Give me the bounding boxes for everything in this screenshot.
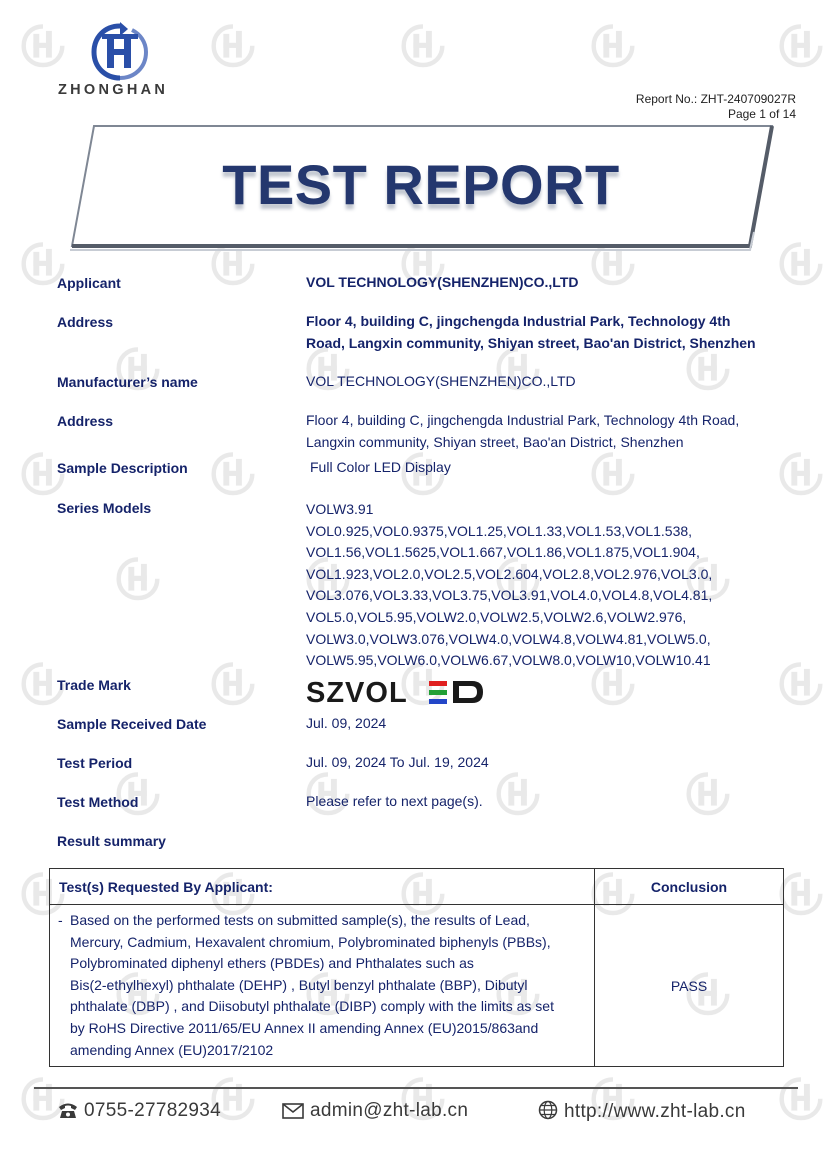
watermark-icon <box>590 450 636 496</box>
watermark-icon <box>685 770 731 816</box>
sample-description-value: Full Color LED Display <box>310 459 451 475</box>
phone-icon <box>58 1101 78 1119</box>
address-line: Langxin community, Shiyan street, Bao'an District, Shenzhen <box>306 433 684 450</box>
model-line: VOL1.923,VOL2.0,VOL2.5,VOL2.604,VOL2.8,VOL2.976,VOL3.0, <box>306 565 713 582</box>
watermark-icon <box>20 22 66 68</box>
footer-website[interactable] <box>538 1100 746 1123</box>
phone-number: 0755-27782934 <box>84 1100 222 1121</box>
test-description-line: amending Annex (EU)2017/2102 <box>70 1041 274 1058</box>
test-period-value: Jul. 09, 2024 To Jul. 19, 2024 <box>306 754 489 770</box>
trade-mark-label: Trade Mark <box>57 677 131 693</box>
watermark-icon <box>778 660 824 706</box>
sample-received-date-label: Sample Received Date <box>57 716 207 732</box>
watermark-icon <box>210 660 256 706</box>
model-line: VOL1.56,VOL1.5625,VOL1.667,VOL1.86,VOL1.875,VOL1.904, <box>306 544 700 561</box>
result-summary-table <box>49 868 784 1067</box>
sample-description-label: Sample Description <box>57 460 188 476</box>
series-models-value <box>306 499 712 672</box>
watermark-icon <box>778 1075 824 1121</box>
watermark-icon <box>778 870 824 916</box>
footer-email[interactable] <box>282 1100 468 1122</box>
test-description-line: by RoHS Directive 2011/65/EU Annex II amending Annex (EU)2015/863and <box>70 1019 539 1036</box>
test-description-line: Polybrominated diphenyl ethers (PBDEs) and Phthalates such as <box>70 955 474 972</box>
trademark-logo <box>306 677 486 707</box>
watermark-icon <box>778 22 824 68</box>
list-dash: - <box>58 912 63 928</box>
applicant-label: Applicant <box>57 275 121 291</box>
model-line: VOLW3.0,VOLW3.076,VOLW4.0,VOLW4.8,VOLW4.81,VOLW5.0, <box>306 630 711 647</box>
model-line: VOLW5.95,VOLW6.0,VOLW6.67,VOLW8.0,VOLW10,VOLW10.41 <box>306 652 711 669</box>
report-meta <box>636 92 796 122</box>
address-line: Floor 4, building C, jingchengda Industrial Park, Technology 4th Road, <box>306 412 740 428</box>
model-line: VOLW3.91 <box>306 501 374 517</box>
svg-text:SZVOL: SZVOL <box>306 677 408 707</box>
address-line: Road, Langxin community, Shiyan street, Bao'an District, Shenzhen <box>306 334 756 351</box>
test-period-label: Test Period <box>57 755 133 771</box>
logo-mark-icon <box>90 20 150 82</box>
report-title: TEST REPORT <box>222 153 620 216</box>
result-summary-label: Result summary <box>57 833 166 849</box>
manufacturer-address-label: Address <box>57 413 114 429</box>
applicant-address-label: Address <box>57 314 114 330</box>
test-description-line: phthalate (DBP) , and Diisobutyl phthalate (DIBP) comply with the limits as set <box>70 998 554 1015</box>
watermark-icon <box>590 22 636 68</box>
watermark-icon <box>400 22 446 68</box>
applicant-address-value <box>306 311 756 354</box>
website-url[interactable]: http://www.zht-lab.cn <box>564 1101 746 1122</box>
model-line: VOL3.076,VOL3.33,VOL3.75,VOL3.91,VOL4.0,VOL4.8,VOL4.81, <box>306 587 713 604</box>
conclusion-cell: PASS <box>595 905 784 1067</box>
footer-divider <box>34 1087 798 1089</box>
footer-phone <box>58 1100 221 1122</box>
email-icon <box>282 1103 304 1119</box>
manufacturer-label: Manufacturer’s name <box>57 374 198 390</box>
test-description-line: Mercury, Cadmium, Hexavalent chromium, Polybrominated biphenyls (PBBs), <box>70 933 551 950</box>
address-line: Floor 4, building C, jingchengda Industrial Park, Technology 4th <box>306 313 731 329</box>
test-description-line: Bis(2-ethylhexyl) phthalate (DEHP) , Butyl benzyl phthalate (BBP), Dibutyl <box>70 976 528 993</box>
test-method-label: Test Method <box>57 794 139 810</box>
watermark-icon <box>778 240 824 286</box>
report-number: Report No.: ZHT-240709027R <box>635 92 796 106</box>
watermark-icon <box>495 770 541 816</box>
email-address[interactable]: admin@zht-lab.cn <box>310 1100 469 1121</box>
company-name: ZHONGHAN <box>58 82 169 98</box>
applicant-value: VOL TECHNOLOGY(SHENZHEN)CO.,LTD <box>306 274 579 290</box>
watermark-icon <box>210 450 256 496</box>
page-number: Page 1 of 14 <box>727 107 796 121</box>
table-row <box>50 905 784 1067</box>
watermark-icon <box>210 22 256 68</box>
table-header-tests: Test(s) Requested By Applicant: <box>50 869 595 905</box>
table-header-conclusion: Conclusion <box>595 869 784 905</box>
text-span: Based on the performed tests on submitted sample(s), the results of Lead, <box>70 912 530 928</box>
manufacturer-value: VOL TECHNOLOGY(SHENZHEN)CO.,LTD <box>306 373 576 389</box>
test-description-cell <box>50 905 595 1067</box>
watermark-icon <box>115 555 161 601</box>
table-header-row <box>50 869 784 905</box>
model-line: VOL0.925,VOL0.9375,VOL1.25,VOL1.33,VOL1.53,VOL1.538, <box>306 522 693 539</box>
manufacturer-address-value <box>306 410 739 453</box>
test-method-value: Please refer to next page(s). <box>306 793 483 809</box>
test-description-line <box>58 910 586 932</box>
sample-received-date-value: Jul. 09, 2024 <box>306 715 387 731</box>
series-models-label: Series Models <box>57 500 152 516</box>
watermark-icon <box>778 450 824 496</box>
globe-icon <box>538 1100 558 1120</box>
model-line: VOL5.0,VOL5.95,VOLW2.0,VOLW2.5,VOLW2.6,VOLW2.976, <box>306 608 687 625</box>
